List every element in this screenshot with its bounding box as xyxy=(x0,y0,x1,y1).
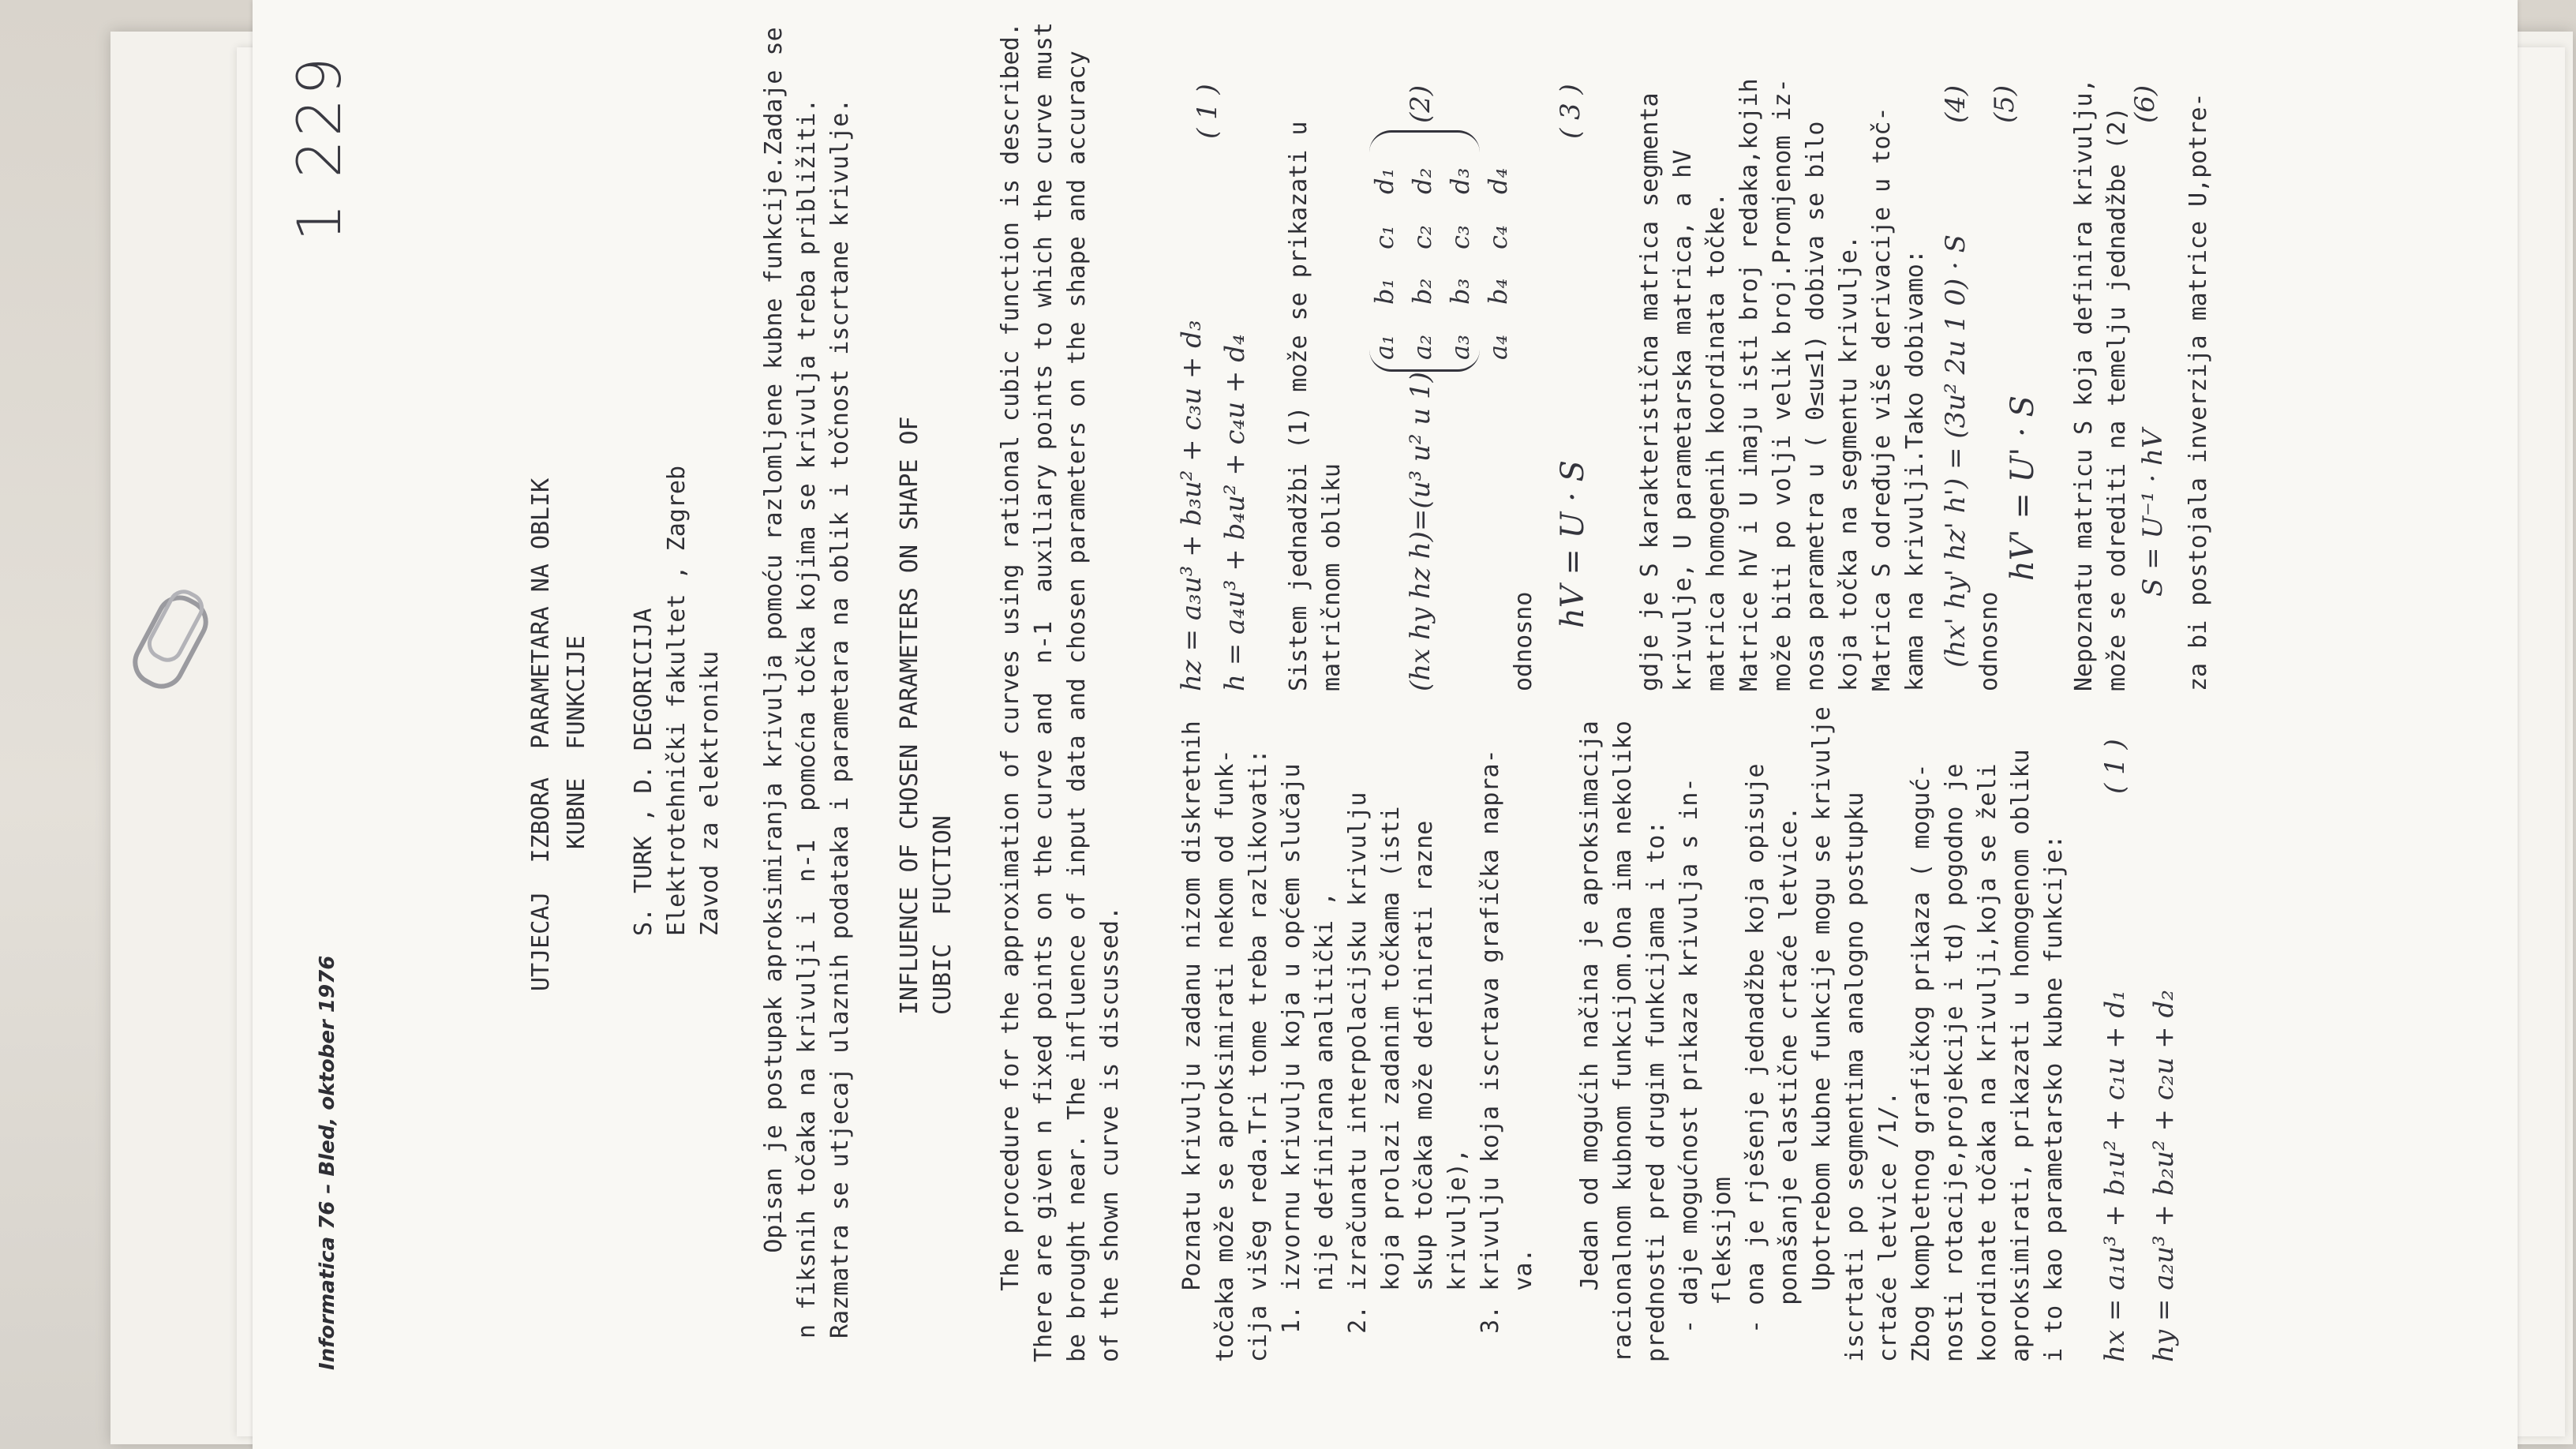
title-line-1: UTJECAJ IZBORA PARAMETARA NA OBLIK xyxy=(527,477,555,991)
last-line: za bi postojala inverzija matrice U,potre- xyxy=(2185,92,2212,691)
body-line: može biti po volji velik broj.Promjenom iz- xyxy=(1769,78,1796,691)
left-line: aproksimirati, prikazati u homogenom obliku xyxy=(2007,749,2035,1362)
equation-h: h = a₄u³ + b₄u² + c₄u + d₄ xyxy=(1219,334,1251,691)
left-line: nosti rotacije,projekcije i td) pogodno je xyxy=(1941,763,1968,1362)
abstract-hr-line-3: Razmatra se utjecaj ulaznih podataka i parametara na oblik i točnost iscrtane krivulje. xyxy=(826,98,854,1339)
matrix-cell: b₃ xyxy=(1445,278,1475,305)
left-line: točaka može se aproksimirati nekom od funk- xyxy=(1211,749,1239,1362)
left-line: i to kao parametarsko kubne funkcije: xyxy=(2040,834,2068,1362)
abstract-en-line-1: The procedure for the approximation of curves using rational cubic function is described. xyxy=(997,22,1024,1362)
matrix-cell: d₄ xyxy=(1483,167,1513,194)
left-line: 1. izvornu krivulju koja u općem slučaju xyxy=(1278,763,1305,1362)
matrix-cell: a₄ xyxy=(1483,335,1513,360)
matrix-cell: b₄ xyxy=(1483,278,1513,305)
matrix-cell: a₁ xyxy=(1369,335,1399,360)
equation-4: (hx' hy' hz' h') = (3u² 2u 1 0) · S xyxy=(1940,234,1971,668)
abstract-en-line-4: of the shown curve is discussed. xyxy=(1096,906,1124,1362)
body-line: Matrice hV i U imaju isti broj redaka,kojih xyxy=(1735,78,1763,691)
matrix-cell: c₄ xyxy=(1483,225,1513,249)
abstract-en-line-2: There are given n fixed points on the curve and n-1 auxiliary points to which the curve must xyxy=(1030,22,1058,1362)
equation-number-3: ( 3 ) xyxy=(1555,84,1586,139)
left-line: cija višeg reda.Tri tome treba razlikovati: xyxy=(1245,749,1272,1362)
abstract-hr-line-2: n fiksnih točaka na krivulji i n-1 pomoćna točka kojima se krivulja treba približiti. xyxy=(793,98,821,1339)
authors-names: S. TURK , D. DEGORICIJA xyxy=(630,608,657,936)
body-line: Matrica S određuje više derivacije u toč- xyxy=(1868,107,1896,691)
equation-number-6: (6) xyxy=(2129,84,2161,123)
equation-number-2: (2) xyxy=(1405,84,1436,123)
authors-department: Zavod za elektroniku xyxy=(696,650,724,936)
english-title-line-2: CUBIC FUCTION xyxy=(929,815,957,1015)
body2-line: Nepoznatu matricu S koja definira krivulju, xyxy=(2070,78,2098,691)
left-line: koja prolazi zadanim točkama (isti xyxy=(1377,806,1405,1362)
coefficient-matrix xyxy=(1369,139,1513,360)
left-line: Poznatu krivulju zadanu nizom diskretnih xyxy=(1178,721,1206,1362)
page-number: 1 229 xyxy=(284,54,354,242)
equation-2-left: (hx hy hz h)=(u³ u² u 1) xyxy=(1405,372,1436,691)
equation-hz: hz = a₃u³ + b₃u² + c₃u + d₃ xyxy=(1176,320,1208,691)
matrix-cell: d₃ xyxy=(1445,167,1475,194)
authors-affiliation: Elektrotehnički fakultet , Zagreb xyxy=(663,465,691,936)
left-line: 2. izračunatu interpolacijsku krivulju xyxy=(1344,792,1372,1362)
matrix-cell: c₁ xyxy=(1369,225,1399,249)
body-line: koja točka na segmentu krivulje. xyxy=(1835,235,1863,691)
equation-6: S = U⁻¹ · hV xyxy=(2137,429,2169,597)
sistem-line-2: matričnom obliku xyxy=(1318,463,1346,691)
equation-number-1: ( 1 ) xyxy=(2099,739,2131,794)
left-line: va. xyxy=(1510,1248,1537,1362)
left-line: crtaće letvice /1/. xyxy=(1874,1091,1902,1362)
matrix-cell: c₂ xyxy=(1407,225,1437,249)
left-line: skup točaka može definirati razne xyxy=(1410,820,1438,1362)
left-line: Upotrebom kubne funkcije mogu se krivulje xyxy=(1808,706,1836,1362)
left-line: 3. krivulju koja iscrtava grafička napra- xyxy=(1477,749,1504,1362)
left-line: fleksijom xyxy=(1709,1177,1736,1362)
body-line: krivulje, U parametarska matrica, a hV xyxy=(1669,149,1697,691)
left-line: nije definirana analitički , xyxy=(1311,891,1339,1362)
english-title-line-1: INFLUENCE OF CHOSEN PARAMETERS ON SHAPE OF xyxy=(896,416,923,1015)
matrix-cell: d₂ xyxy=(1407,167,1437,194)
equation-3: hV = U · S xyxy=(1555,460,1591,628)
body2-line: može se odrediti na temelju jednadžbe (2) xyxy=(2103,107,2131,691)
odnosno-label: odnosno xyxy=(1510,591,1537,691)
left-line: - ona je rješenje jednadžbe koja opisuje xyxy=(1742,763,1769,1362)
left-line: racionalnom kubnom funkcijom.Ona ima nekoliko xyxy=(1609,721,1637,1362)
equation-hx: hx = a₁u³ + b₁u² + c₁u + d₁ xyxy=(2099,990,2131,1362)
left-line: Zbog kompletnog grafičkog prikaza ( moguć- xyxy=(1908,763,1935,1362)
abstract-en-line-3: be brought near. The influence of input data and chosen parameters on the shape and accuracy xyxy=(1063,51,1091,1362)
equation-number-1-right: ( 1 ) xyxy=(1192,84,1223,139)
left-line: prednosti pred drugim funkcijama i to: xyxy=(1642,820,1670,1362)
body-line: nosa parametra u ( 0≤u≤1) dobiva se bilo xyxy=(1802,121,1829,691)
journal-header: Informatica 76 – Bled, oktober 1976 xyxy=(316,955,339,1370)
left-line: iscrtati po segmentima analogno postupku xyxy=(1841,792,1869,1362)
matrix-cell: a₂ xyxy=(1407,335,1437,360)
abstract-hr-line-1: Opisan je postupak aproksimiranja krivulja pomoću razlomljene kubne funkcije.Zadaje se xyxy=(760,27,788,1339)
left-line: Jedan od mogućih načina je aproksimacija xyxy=(1576,721,1604,1362)
matrix-cell: b₂ xyxy=(1407,278,1437,305)
equation-hy: hy = a₂u³ + b₂u² + c₂u + d₂ xyxy=(2148,990,2180,1362)
equation-5: hV' = U' · S xyxy=(2005,395,2041,581)
matrix-cell: a₃ xyxy=(1445,335,1475,360)
body-line: matrica homogenih koordinata točke. xyxy=(1702,192,1730,691)
matrix-cell: b₁ xyxy=(1369,278,1399,305)
matrix-cell: c₃ xyxy=(1445,225,1475,249)
matrix-cell: d₁ xyxy=(1369,167,1399,194)
odnosno-label-2: odnosno xyxy=(1975,591,2003,691)
document-page xyxy=(253,0,2518,1449)
body-line: gdje je S karakteristična matrica segmenta xyxy=(1636,92,1664,691)
equation-number-4: (4) xyxy=(1940,84,1971,123)
left-line: ponašanje elastične crtaće letvice. xyxy=(1775,806,1803,1362)
title-line-2: KUBNE FUNKCIJE xyxy=(563,635,590,849)
sistem-line-1: Sistem jednadžbi (1) može se prikazati u xyxy=(1285,121,1312,691)
left-line: krivulje), xyxy=(1443,1148,1471,1362)
equation-number-5: (5) xyxy=(1989,84,2020,123)
body-line: kama na krivulji.Tako dobivamo: xyxy=(1901,249,1929,691)
left-line: - daje mogućnost prikaza krivulja s in- xyxy=(1676,777,1703,1362)
left-line: koordinate točaka na krivulji,koja se želi xyxy=(1974,763,2001,1362)
